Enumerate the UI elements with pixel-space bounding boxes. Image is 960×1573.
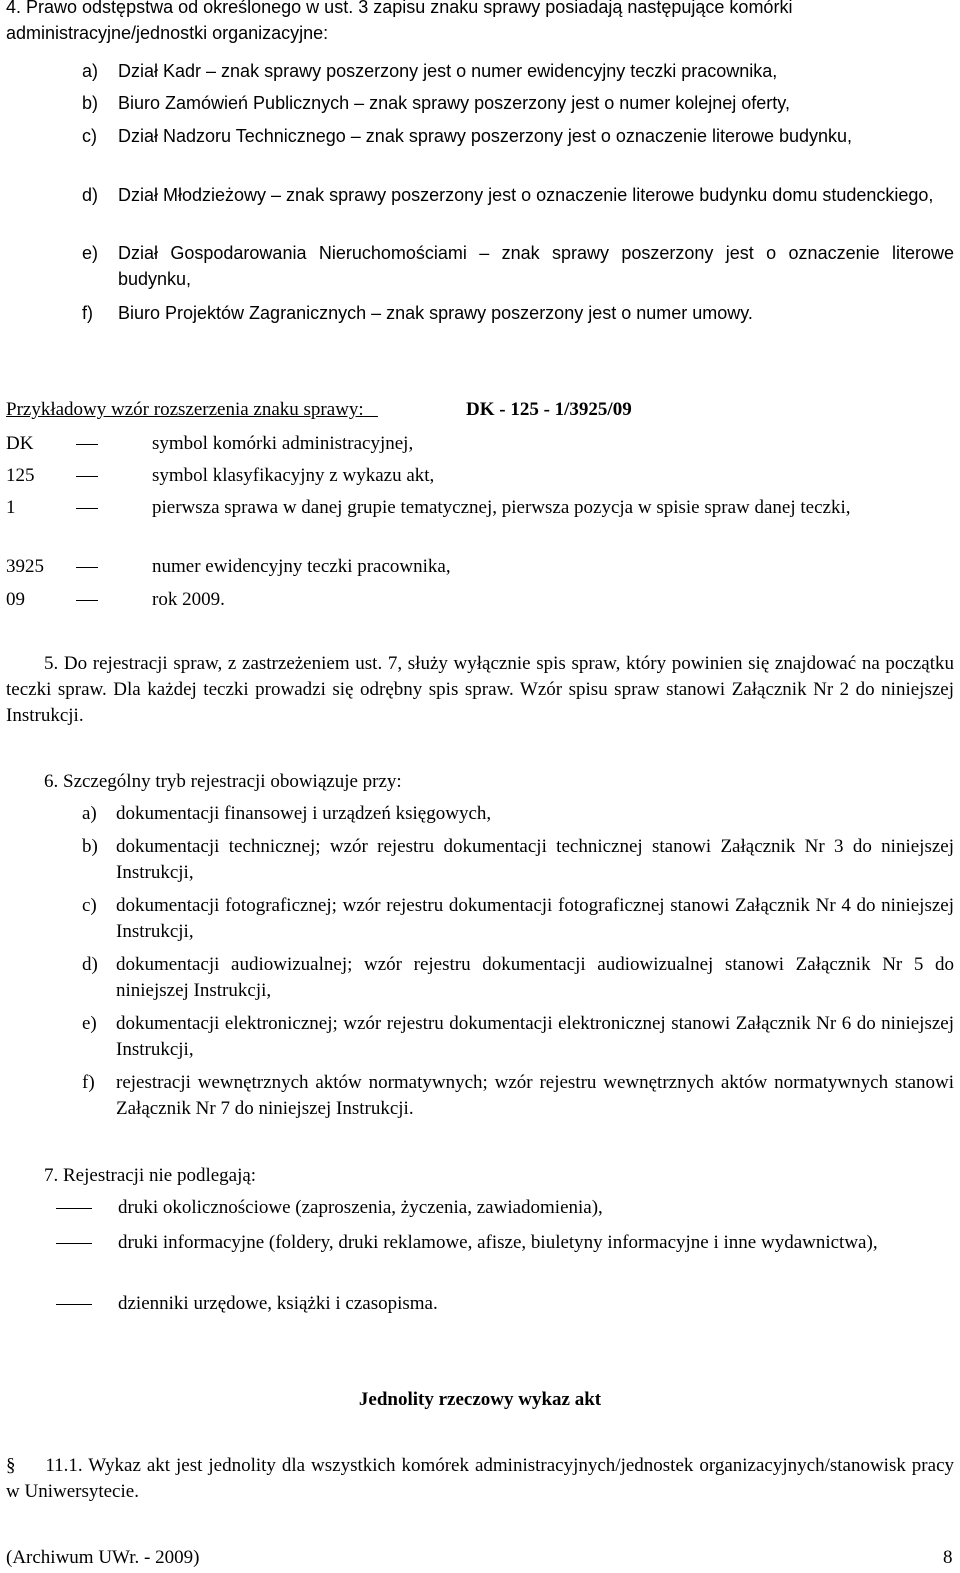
dash-bullet xyxy=(56,1243,92,1244)
dash xyxy=(76,444,98,445)
item-text: Dział Kadr – znak sprawy poszerzony jest o numer ewidencyjny teczki pracownika, xyxy=(118,61,778,81)
page-number: 8 xyxy=(943,1547,953,1568)
section-7-heading: 7. Rejestracji nie podlegają: xyxy=(44,1165,257,1186)
example-row-09 xyxy=(6,587,954,613)
paragraph-11 xyxy=(6,1453,954,1505)
section-6-item-e xyxy=(82,1011,954,1063)
item-text: Dział Gospodarowania Nieruchomościami – znak sprawy poszerzony jest o oznaczenie literowe budynku, xyxy=(118,243,954,289)
section-7-item-3 xyxy=(56,1291,954,1317)
item-text: dokumentacji fotograficznej; wzór rejestru dokumentacji fotograficznej stanowi Załącznik Nr 4 do niniejszej Instrukcji, xyxy=(116,895,954,942)
row-key: 1 xyxy=(6,497,16,518)
section-4-item-f xyxy=(82,300,954,326)
row-key: 3925 xyxy=(6,556,44,577)
item-text: Biuro Zamówień Publicznych – znak sprawy poszerzony jest o numer kolejnej oferty, xyxy=(118,93,790,113)
item-text: rejestracji wewnętrznych aktów normatywnych; wzór rejestru wewnętrznych aktów normatywnych stanowi Załącznik Nr 7 do niniejszej Instrukcji. xyxy=(116,1072,954,1119)
item-label: e) xyxy=(82,1013,97,1034)
example-row-dk xyxy=(6,431,954,457)
item-label: d) xyxy=(82,185,99,205)
row-key: 09 xyxy=(6,589,25,610)
paragraph-symbol: § xyxy=(6,1455,16,1476)
row-value: pierwsza sprawa w danej grupie tematycznej, pierwsza pozycja w spisie spraw danej teczki, xyxy=(152,497,851,518)
item-label: c) xyxy=(82,895,97,916)
row-key: 125 xyxy=(6,465,35,486)
item-text: Dział Młodzieżowy – znak sprawy poszerzony jest o oznaczenie literowe budynku domu studenckiego, xyxy=(118,185,934,205)
item-label: b) xyxy=(82,93,99,113)
section-4-line-1: 4. Prawo odstępstwa od określonego w ust. 3 zapisu znaku sprawy posiadają następujące komórki xyxy=(6,0,793,17)
item-text: dokumentacji finansowej i urządzeń księgowych, xyxy=(116,803,492,824)
row-key: DK xyxy=(6,433,34,454)
section-6-item-a xyxy=(82,801,954,827)
example-code: DK - 125 - 1/3925/09 xyxy=(466,399,632,420)
section-7-item-2 xyxy=(56,1230,954,1256)
section-4-item-c xyxy=(82,123,954,149)
item-text: dokumentacji technicznej; wzór rejestru dokumentacji technicznej stanowi Załącznik Nr 3 do niniejszej Instrukcji, xyxy=(116,836,954,883)
section-6-item-c xyxy=(82,893,954,945)
section-5-text: 5. Do rejestracji spraw, z zastrzeżeniem ust. 7, służy wyłącznie spis spraw, który powinien się znajdować na początku teczki spraw. Dla każdej teczki prowadzi się odrębny spis spraw. Wzór spisu spraw stanowi Załącznik Nr 2 do niniejszej Instrukcji. xyxy=(6,653,954,726)
example-row-125 xyxy=(6,463,954,489)
item-label: d) xyxy=(82,954,98,975)
dash xyxy=(76,600,98,601)
bullet-text: druki informacyjne (foldery, druki reklamowe, afisze, biuletyny informacyjne i inne wydawnictwa), xyxy=(118,1232,878,1253)
row-value: rok 2009. xyxy=(152,589,225,610)
item-label: f) xyxy=(82,1072,95,1093)
section-4-line-2: administracyjne/jednostki organizacyjne: xyxy=(6,23,329,43)
item-label: c) xyxy=(82,126,97,146)
item-label: b) xyxy=(82,836,98,857)
item-label: e) xyxy=(82,243,99,263)
row-value: symbol klasyfikacyjny z wykazu akt, xyxy=(152,465,435,486)
section-6-item-f xyxy=(82,1070,954,1122)
item-label: a) xyxy=(82,61,99,81)
section-4-item-b xyxy=(82,90,954,116)
section-6-item-d xyxy=(82,952,954,1004)
dash xyxy=(76,567,98,568)
row-value: numer ewidencyjny teczki pracownika, xyxy=(152,556,451,577)
section-title: Jednolity rzeczowy wykaz akt xyxy=(358,1389,602,1410)
item-text: Biuro Projektów Zagranicznych – znak sprawy poszerzony jest o numer umowy. xyxy=(118,303,753,323)
section-4-item-a xyxy=(82,58,954,84)
paragraph-text: 11.1. Wykaz akt jest jednolity dla wszystkich komórek administracyjnych/jednostek organizacyjnych/stanowisk pracy w Uniwersytecie. xyxy=(6,1455,954,1502)
dash xyxy=(76,508,98,509)
item-label: a) xyxy=(82,803,97,824)
item-text: Dział Nadzoru Technicznego – znak sprawy poszerzony jest o oznaczenie literowe budynku, xyxy=(118,126,853,146)
item-label: f) xyxy=(82,303,93,323)
section-4-item-d xyxy=(82,182,954,208)
example-row-1 xyxy=(6,495,954,521)
bullet-text: dzienniki urzędowe, książki i czasopisma. xyxy=(118,1293,438,1314)
section-4-item-e xyxy=(82,240,954,292)
section-7-item-1 xyxy=(56,1195,954,1221)
item-text: dokumentacji audiowizualnej; wzór rejestru dokumentacji audiowizualnej stanowi Załącznik Nr 5 do niniejszej Instrukcji, xyxy=(116,954,954,1001)
section-6-item-b xyxy=(82,834,954,886)
dash-bullet xyxy=(56,1208,92,1209)
row-value: symbol komórki administracyjnej, xyxy=(152,433,414,454)
dash-bullet xyxy=(56,1304,92,1305)
item-text: dokumentacji elektronicznej; wzór rejestru dokumentacji elektronicznej stanowi Załącznik Nr 6 do niniejszej Instrukcji, xyxy=(116,1013,954,1060)
example-row-3925 xyxy=(6,554,954,580)
footer-left: (Archiwum UWr. - 2009) xyxy=(6,1547,200,1568)
bullet-text: druki okolicznościowe (zaproszenia, życzenia, zawiadomienia), xyxy=(118,1197,603,1218)
section-6-heading: 6. Szczególny tryb rejestracji obowiązuje przy: xyxy=(44,771,402,792)
dash xyxy=(76,476,98,477)
example-label: Przykładowy wzór rozszerzenia znaku sprawy: xyxy=(6,399,364,420)
